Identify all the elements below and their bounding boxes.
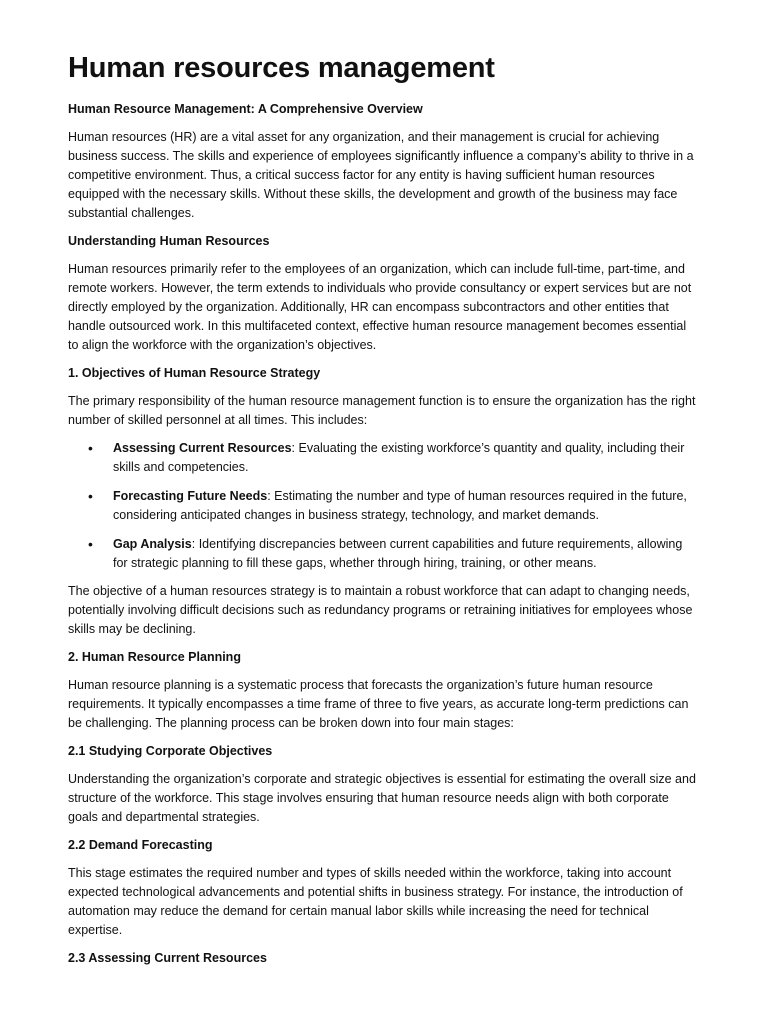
section-heading-understanding: Understanding Human Resources	[68, 234, 270, 248]
document-subtitle: Human Resource Management: A Comprehensive Overview	[68, 102, 423, 116]
list-item-text: : Identifying discrepancies between current capabilities and future requirements, allowing for strategic planning to fill these gaps, whether through hiring, training, or other means.	[113, 537, 683, 570]
intro-paragraph: Human resources (HR) are a vital asset for any organization, and their management is crucial for achieving business success. The skills and experience of employees significantly influence a company’s ability to thrive in a competitive environment. Thus, a critical success factor for any entity is having sufficient human resources equipped with the necessary skills. Without these skills, the development and growth of the business may face substantial challenges.	[68, 130, 694, 220]
document-title: Human resources management	[68, 52, 495, 84]
section-heading-objectives: 1. Objectives of Human Resource Strategy	[68, 366, 321, 380]
list-item-text: : Estimating the number and type of human resources required in the future, considering anticipated changes in business strategy, technology, and market demands.	[113, 489, 687, 522]
section-heading-planning: 2. Human Resource Planning	[68, 650, 241, 664]
list-item-text: : Evaluating the existing workforce’s quantity and quality, including their skills and competencies.	[113, 441, 685, 474]
section-heading-assessing-resources: 2.3 Assessing Current Resources	[68, 951, 267, 965]
section-heading-corporate-objectives: 2.1 Studying Corporate Objectives	[68, 744, 273, 758]
objectives-intro-paragraph: The primary responsibility of the human resource management function is to ensure the organization has the right number of skilled personnel at all times. This includes:	[68, 394, 696, 427]
demand-forecasting-paragraph: This stage estimates the required number and types of skills needed within the workforce, taking into account expected technological advancements and potential shifts in business strategy. For instance, the introduction of automation may reduce the demand for certain manual labor skills while increasing the need for technical expertise.	[68, 866, 683, 937]
list-item-term: Forecasting Future Needs	[113, 489, 268, 503]
objectives-conclusion-paragraph: The objective of a human resources strategy is to maintain a robust workforce that can adapt to changing needs, potentially involving difficult decisions such as redundancy programs or retraining initiatives for employees whose skills may be declining.	[68, 584, 693, 636]
understanding-paragraph: Human resources primarily refer to the employees of an organization, which can include full-time, part-time, and remote workers. However, the term extends to individuals who provide consultancy or expert services but are not directly employed by the organization. Additionally, HR can encompass subcontractors and other entities that handle outsourced work. In this multifaceted context, effective human resource management becomes essential to align the workforce with the organization’s objectives.	[68, 262, 692, 352]
corporate-objectives-paragraph: Understanding the organization’s corporate and strategic objectives is essential for estimating the overall size and structure of the workforce. This stage involves ensuring that human resource needs align with both corporate goals and departmental strategies.	[68, 772, 696, 824]
list-item	[113, 439, 698, 477]
objectives-list	[68, 439, 698, 573]
section-heading-demand-forecasting: 2.2 Demand Forecasting	[68, 838, 213, 852]
list-item	[113, 487, 698, 525]
list-item	[113, 535, 698, 573]
planning-paragraph: Human resource planning is a systematic process that forecasts the organization’s future human resource requirements. It typically encompasses a time frame of three to five years, as accurate long-term predictions can be challenging. The planning process can be broken down into four main stages:	[68, 678, 689, 730]
list-item-term: Assessing Current Resources	[113, 441, 292, 455]
list-item-term: Gap Analysis	[113, 537, 192, 551]
